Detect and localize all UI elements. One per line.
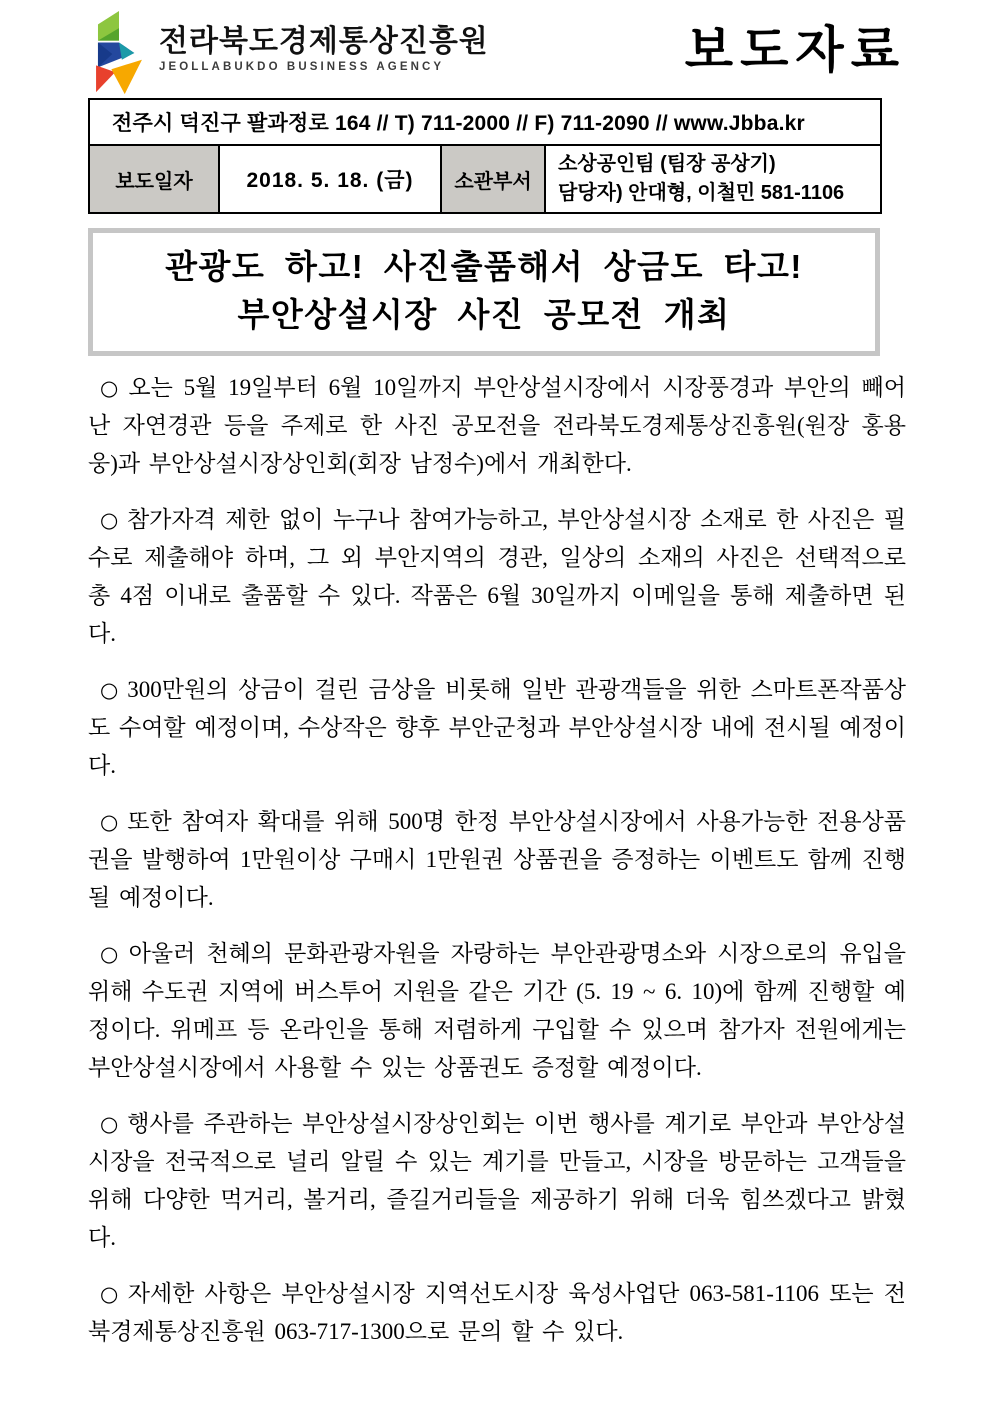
body-paragraph <box>88 803 906 917</box>
circle-bullet-icon: ○ <box>100 810 120 834</box>
agency-name-korean: 전라북도경제통상진흥원 <box>159 25 489 58</box>
headline-line-2: 부안상설시장 사진 공모전 개최 <box>237 296 731 333</box>
agency-logo-text <box>159 10 489 73</box>
headline-line-1: 관광도 하고! 사진출품해서 상금도 타고! <box>165 248 803 285</box>
document-header <box>88 0 906 98</box>
paragraph-text: 참가자격 제한 없이 누구나 참여가능하고, 부안상설시장 소재로 한 사진은 필수로 제출해야 하며, 그 외 부안지역의 경관, 일상의 소재의 사진은 선택적으로 총 4점 이내로 출품할 수 있다. 작품은 6월 30일까지 이메일을 통해 제출하면 된다. <box>88 507 906 646</box>
headline-box <box>88 228 880 356</box>
circle-bullet-icon: ○ <box>100 1282 120 1306</box>
body-paragraph <box>88 501 906 653</box>
release-date-label: 보도일자 <box>89 145 219 213</box>
release-date-value: 2018. 5. 18. (금) <box>219 145 441 213</box>
release-info-table <box>88 98 882 214</box>
paragraph-text: 또한 참여자 확대를 위해 500명 한정 부안상설시장에서 사용가능한 전용상품권을 발행하여 1만원이상 구매시 1만원권 상품권을 증정하는 이벤트도 함께 진행될 예정이다. <box>88 809 907 910</box>
body-paragraph <box>88 1105 906 1257</box>
paragraph-text: 행사를 주관하는 부안상설시장상인회는 이번 행사를 계기로 부안과 부안상설시장을 전국적으로 널리 알릴 수 있는 계기를 만들고, 시장을 방문하는 고객들을 위해 다양한 먹거리, 볼거리, 즐길거리들을 제공하기 위해 더욱 힘쓰겠다고 밝혔다. <box>88 1111 906 1250</box>
body-paragraph <box>88 1275 906 1351</box>
paragraph-text: 아울러 천혜의 문화관광자원을 자랑하는 부안관광명소와 시장으로의 유입을 위해 수도권 지역에 버스투어 지원을 같은 기간 (5. 19 ~ 6. 10)에 함께 진행할 예정이다. 위메프 등 온라인을 통해 저렴하게 구입할 수 있으며 참가자 전원에게는 부안상설시장에서 사용할 수 있는 상품권도 증정할 예정이다. <box>88 941 906 1080</box>
paragraph-text: 오는 5월 19일부터 6월 10일까지 부안상설시장에서 시장풍경과 부안의 빼어난 자연경관 등을 주제로 한 사진 공모전을 전라북도경제통상진흥원(원장 홍용웅)과 부안상설시장상인회(회장 남정수)에서 개최한다. <box>88 375 906 476</box>
circle-bullet-icon: ○ <box>100 376 121 400</box>
circle-bullet-icon: ○ <box>100 942 121 966</box>
body-paragraph <box>88 671 906 785</box>
department-team: 소상공인팀 (팀장 공상기) <box>558 153 776 175</box>
paragraph-text: 300만원의 상금이 걸린 금상을 비롯해 일반 관광객들을 위한 스마트폰작품상도 수여할 예정이며, 수상작은 향후 부안군청과 부안상설시장 내에 전시될 예정이다. <box>88 677 907 778</box>
agency-logo <box>88 10 489 96</box>
page-content <box>88 0 906 1351</box>
department-contact <box>545 145 881 213</box>
department-contacts: 담당자) 안대형, 이철민 581-1106 <box>558 182 845 204</box>
circle-bullet-icon: ○ <box>100 508 119 532</box>
masthead-title: 보도자료 <box>684 22 906 78</box>
department-label: 소관부서 <box>441 145 545 213</box>
body-paragraph <box>88 369 906 483</box>
agency-logo-icon <box>88 10 150 96</box>
circle-bullet-icon: ○ <box>100 678 120 702</box>
agency-address-line: 전주시 덕진구 팔과정로 164 // T) 711-2000 // F) 711-2090 // www.Jbba.kr <box>89 99 881 145</box>
circle-bullet-icon: ○ <box>100 1112 120 1136</box>
body-paragraph <box>88 935 906 1087</box>
paragraph-text: 자세한 사항은 부안상설시장 지역선도시장 육성사업단 063-581-1106 또는 전북경제통상진흥원 063-717-1300으로 문의 할 수 있다. <box>88 1281 906 1344</box>
agency-name-english: JEOLLABUKDO BUSINESS AGENCY <box>159 61 445 73</box>
press-release-body <box>88 369 906 1351</box>
